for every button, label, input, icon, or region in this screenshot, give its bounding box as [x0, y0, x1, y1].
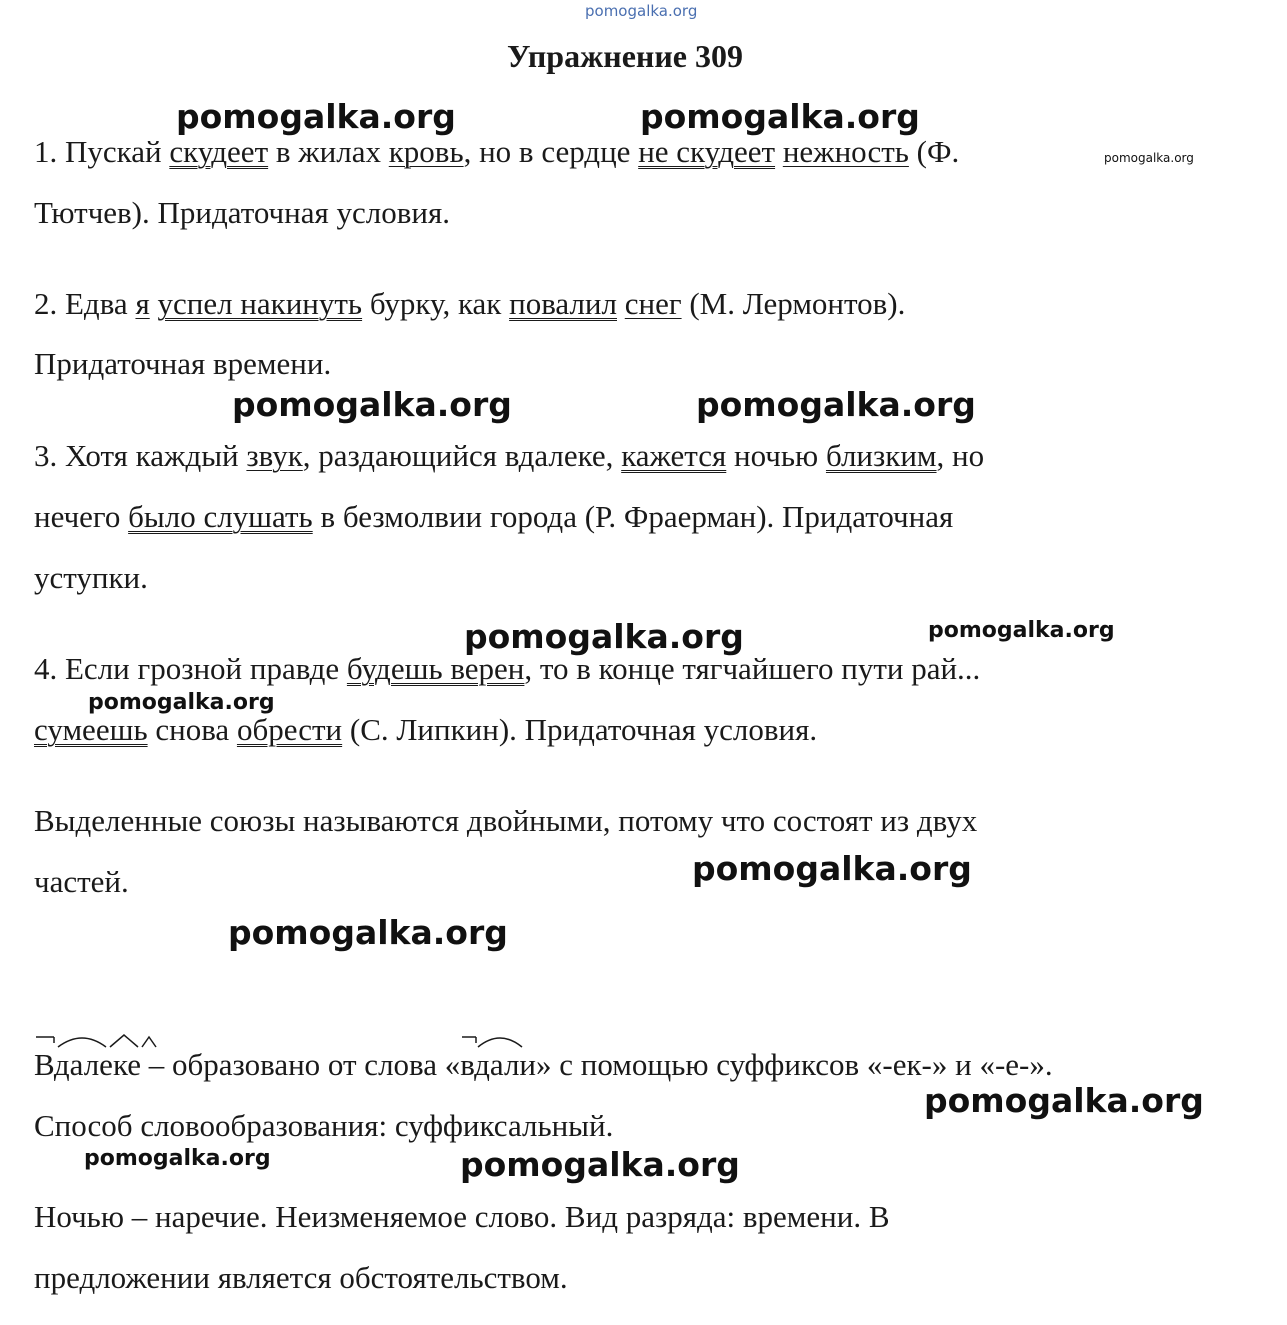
example-3-line-1: 3. Хотя каждый звук, раздающийся вдалеке, кажется ночью близким, но — [34, 438, 985, 473]
exercise-title: Упражнение 309 — [506, 38, 743, 74]
watermark: pomogalka.org — [176, 97, 456, 136]
example-4-line-1: 4. Если грозной правде будешь верен, то в конце тягчайшего пути рай... — [34, 651, 981, 686]
watermark: pomogalka.org — [924, 1081, 1204, 1120]
example-1-line-1: 1. Пускай скудеет в жилах кровь, но в сердце не скудеет нежность (Ф. — [34, 134, 960, 169]
watermark: pomogalka.org — [640, 97, 920, 136]
watermark: pomogalka.org — [84, 1146, 271, 1171]
morph-line-1: Вдалеке – образовано от слова « вдали» с помощью суффиксов «-ек-» и «-е-». — [34, 1049, 1053, 1080]
watermark: pomogalka.org — [696, 385, 976, 424]
example-3-line-2: нечего было слушать в безмолвии города (Р. Фраерман). Придаточная — [34, 499, 954, 534]
morph-line-2: Способ словообразования: суффиксальный. — [34, 1108, 614, 1143]
watermark: pomogalka.org — [228, 913, 508, 952]
adverb-line-2: предложении является обстоятельством. — [34, 1260, 568, 1295]
example-4-line-2: сумеешь снова обрести (С. Липкин). Придаточная условия. — [34, 712, 818, 747]
watermark: pomogalka.org — [692, 849, 972, 888]
example-2-line-1: 2. Едва я успел накинуть бурку, как повалил снег (М. Лермонтов). — [34, 286, 906, 321]
example-3-line-3: уступки. — [34, 560, 148, 595]
example-1-line-2: Тютчев). Придаточная условия. — [34, 195, 450, 230]
morpheme-marks — [34, 1035, 164, 1055]
watermark: pomogalka.org — [88, 690, 275, 715]
example-2-line-2: Придаточная времени. — [34, 346, 332, 381]
source-morpheme-marks — [460, 1035, 550, 1055]
watermark: pomogalka.org — [928, 618, 1115, 643]
conclusion-line-1: Выделенные союзы называются двойными, потому что состоят из двух — [34, 803, 978, 838]
watermark: pomogalka.org — [460, 1145, 740, 1184]
conclusion-line-2: частей. — [34, 864, 129, 899]
watermark: pomogalka.org — [232, 385, 512, 424]
watermark: pomogalka.org — [464, 617, 744, 656]
watermark: pomogalka.org — [1104, 151, 1194, 165]
adverb-line-1: Ночью – наречие. Неизменяемое слово. Вид разряда: времени. В — [34, 1199, 890, 1234]
morph-word: Вдалеке — [34, 1049, 141, 1080]
morph-source-word: вдали — [460, 1049, 536, 1080]
watermark-top: pomogalka.org — [585, 2, 698, 20]
